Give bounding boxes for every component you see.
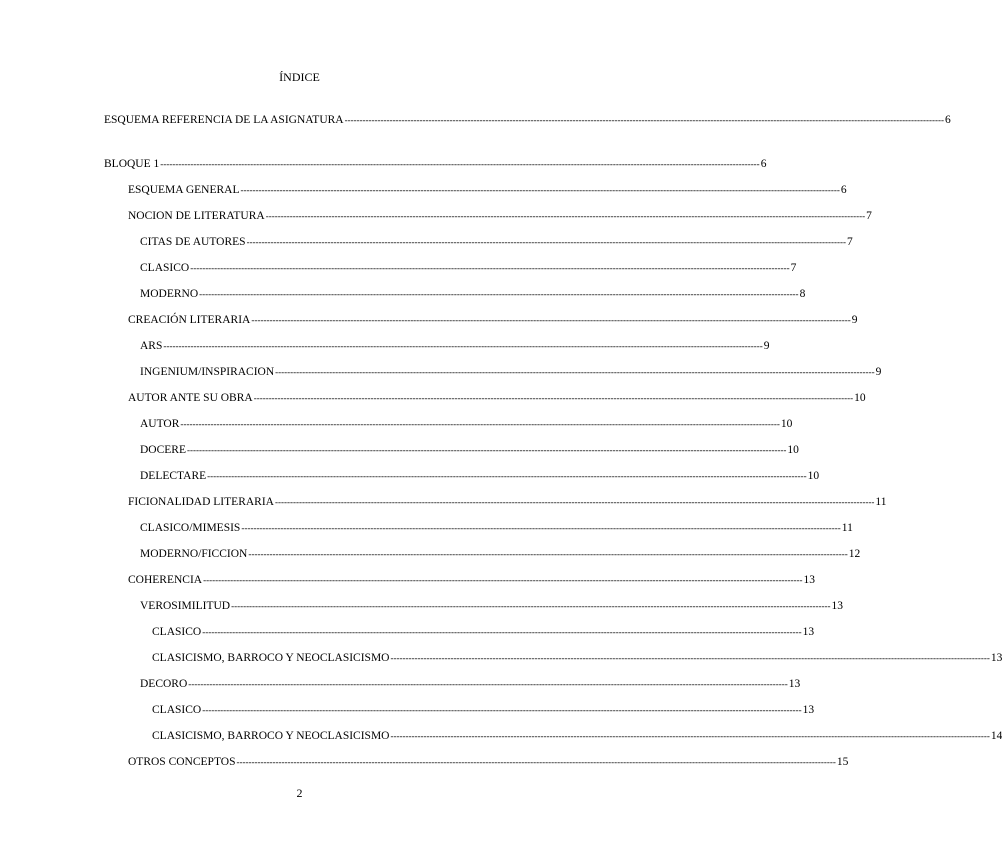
toc-entry-page-number: 7 (790, 262, 797, 274)
toc-leader-line: -------------------------------------------------------------------------------------------------------------------------------------------------------------------------------------------------------- (253, 393, 854, 403)
toc-entry-label: DECORO (140, 678, 188, 690)
toc-entry-label: CLASICO/MIMESIS (140, 522, 241, 534)
toc-entry[interactable] (140, 417, 793, 432)
toc-entry-page-number: 15 (836, 756, 849, 768)
toc-leader-line: -------------------------------------------------------------------------------------------------------------------------------------------------------------------------------------------------------- (202, 627, 802, 637)
toc-leader-line: -------------------------------------------------------------------------------------------------------------------------------------------------------------------------------------------------------- (344, 115, 945, 125)
toc-entry-page-number: 14 (990, 730, 1002, 742)
toc-entry[interactable] (140, 521, 853, 536)
toc-entry[interactable] (128, 183, 847, 198)
toc-leader-line: -------------------------------------------------------------------------------------------------------------------------------------------------------------------------------------------------------- (275, 367, 875, 377)
toc-entry-label: AUTOR ANTE SU OBRA (128, 392, 253, 404)
toc-leader-line: -------------------------------------------------------------------------------------------------------------------------------------------------------------------------------------------------------- (390, 653, 990, 663)
toc-entry[interactable] (140, 339, 770, 354)
toc-entry-label: CLASICO (140, 262, 190, 274)
toc-leader-line: -------------------------------------------------------------------------------------------------------------------------------------------------------------------------------------------------------- (180, 419, 780, 429)
toc-leader-line: -------------------------------------------------------------------------------------------------------------------------------------------------------------------------------------------------------- (251, 315, 851, 325)
toc-entry-page-number: 13 (803, 574, 816, 586)
toc-entry[interactable] (128, 313, 858, 328)
toc-entry-page-number: 12 (848, 548, 861, 560)
toc-entry[interactable] (140, 469, 820, 484)
toc-entry-label: INGENIUM/INSPIRACION (140, 366, 275, 378)
toc-entry-page-number: 6 (760, 158, 767, 170)
toc-entry-label: DOCERE (140, 444, 186, 456)
toc-leader-line: -------------------------------------------------------------------------------------------------------------------------------------------------------------------------------------------------------- (207, 471, 807, 481)
toc-entry-page-number: 13 (802, 626, 815, 638)
toc-leader-line: -------------------------------------------------------------------------------------------------------------------------------------------------------------------------------------------------------- (241, 523, 841, 533)
page-number: 2 (296, 786, 303, 800)
toc-leader-line: -------------------------------------------------------------------------------------------------------------------------------------------------------------------------------------------------------- (274, 497, 875, 507)
toc-entry-label: CREACIÓN LITERARIA (128, 314, 251, 326)
toc-entry-label: CLASICO (152, 626, 202, 638)
toc-entry-page-number: 10 (787, 444, 799, 456)
toc-leader-line: -------------------------------------------------------------------------------------------------------------------------------------------------------------------------------------------------------- (231, 601, 831, 611)
toc-leader-line: -------------------------------------------------------------------------------------------------------------------------------------------------------------------------------------------------------- (240, 185, 840, 195)
toc-leader-line: -------------------------------------------------------------------------------------------------------------------------------------------------------------------------------------------------------- (265, 211, 866, 221)
toc-entry-page-number: 13 (831, 600, 843, 612)
toc-entry[interactable] (140, 547, 861, 562)
toc-entry-page-number: 7 (847, 236, 853, 248)
toc-entry-page-number: 6 (945, 114, 951, 126)
toc-entry-page-number: 8 (799, 288, 806, 300)
toc-entry-page-number: 9 (851, 314, 858, 326)
toc-entry-label: AUTOR (140, 418, 180, 430)
toc-entry[interactable] (152, 703, 815, 718)
toc-leader-line: -------------------------------------------------------------------------------------------------------------------------------------------------------------------------------------------------------- (390, 731, 990, 741)
toc-entry-page-number: 9 (875, 366, 882, 378)
page-title: ÍNDICE (279, 70, 320, 84)
toc-entry-label: BLOQUE 1 (104, 158, 160, 170)
toc-entry-page-number: 10 (807, 470, 820, 482)
toc-entry[interactable] (128, 755, 849, 770)
toc-entry-label: CLASICISMO, BARROCO Y NEOCLASICISMO (152, 652, 390, 664)
toc-entry[interactable] (140, 235, 853, 250)
toc-entry[interactable] (140, 287, 806, 302)
toc-entry-label: COHERENCIA (128, 574, 203, 586)
toc-entry-page-number: 10 (780, 418, 793, 430)
toc-leader-line: -------------------------------------------------------------------------------------------------------------------------------------------------------------------------------------------------------- (199, 289, 799, 299)
toc-leader-line: -------------------------------------------------------------------------------------------------------------------------------------------------------------------------------------------------------- (163, 341, 763, 351)
toc-leader-line: -------------------------------------------------------------------------------------------------------------------------------------------------------------------------------------------------------- (188, 679, 788, 689)
toc-entry-label: MODERNO (140, 288, 199, 300)
toc-entry-page-number: 7 (866, 210, 872, 222)
toc-entry-label: CLASICO (152, 704, 202, 716)
toc-leader-line: -------------------------------------------------------------------------------------------------------------------------------------------------------------------------------------------------------- (160, 159, 760, 169)
toc-leader-line: -------------------------------------------------------------------------------------------------------------------------------------------------------------------------------------------------------- (202, 705, 802, 715)
toc-leader-line: -------------------------------------------------------------------------------------------------------------------------------------------------------------------------------------------------------- (190, 263, 790, 273)
toc-leader-line: -------------------------------------------------------------------------------------------------------------------------------------------------------------------------------------------------------- (203, 575, 803, 585)
toc-leader-line: -------------------------------------------------------------------------------------------------------------------------------------------------------------------------------------------------------- (187, 445, 787, 455)
toc-entry[interactable] (128, 209, 872, 224)
toc-entry[interactable] (128, 573, 816, 588)
toc-leader-line: -------------------------------------------------------------------------------------------------------------------------------------------------------------------------------------------------------- (246, 237, 846, 247)
toc-entry-page-number: 13 (802, 704, 815, 716)
toc-entry-label: NOCION DE LITERATURA (128, 210, 265, 222)
toc-entry[interactable] (104, 113, 951, 128)
toc-entry[interactable] (128, 495, 887, 510)
toc-entry[interactable] (140, 443, 799, 458)
toc-entry-label: CITAS DE AUTORES (140, 236, 246, 248)
toc-entry-page-number: 11 (875, 496, 887, 508)
toc-entry-label: CLASICISMO, BARROCO Y NEOCLASICISMO (152, 730, 390, 742)
toc-entry[interactable] (152, 625, 815, 640)
toc-entry-label: VEROSIMILITUD (140, 600, 231, 612)
toc-entry[interactable] (104, 157, 767, 172)
toc-entry-page-number: 13 (788, 678, 801, 690)
toc-entry-page-number: 10 (854, 392, 866, 404)
toc-entry-label: ESQUEMA GENERAL (128, 184, 240, 196)
toc-entry-page-number: 13 (990, 652, 1002, 664)
toc-leader-line: -------------------------------------------------------------------------------------------------------------------------------------------------------------------------------------------------------- (236, 757, 836, 767)
toc-entry-label: ESQUEMA REFERENCIA DE LA ASIGNATURA (104, 114, 344, 126)
toc-leader-line: -------------------------------------------------------------------------------------------------------------------------------------------------------------------------------------------------------- (248, 549, 848, 559)
toc-entry[interactable] (152, 651, 1002, 666)
toc-entry[interactable] (140, 599, 843, 614)
toc-entry[interactable] (152, 729, 1002, 744)
toc-entry[interactable] (140, 261, 797, 276)
toc-entry-page-number: 9 (763, 340, 770, 352)
toc-entry-label: OTROS CONCEPTOS (128, 756, 236, 768)
toc-entry-label: DELECTARE (140, 470, 207, 482)
toc-entry-label: FICIONALIDAD LITERARIA (128, 496, 274, 508)
toc-entry[interactable] (140, 365, 882, 380)
toc-entry-page-number: 11 (841, 522, 853, 534)
toc-entry-label: MODERNO/FICCION (140, 548, 248, 560)
toc-entry[interactable] (128, 391, 866, 406)
toc-entry-page-number: 6 (840, 184, 847, 196)
toc-entry-label: ARS (140, 340, 163, 352)
toc-entry[interactable] (140, 677, 801, 692)
